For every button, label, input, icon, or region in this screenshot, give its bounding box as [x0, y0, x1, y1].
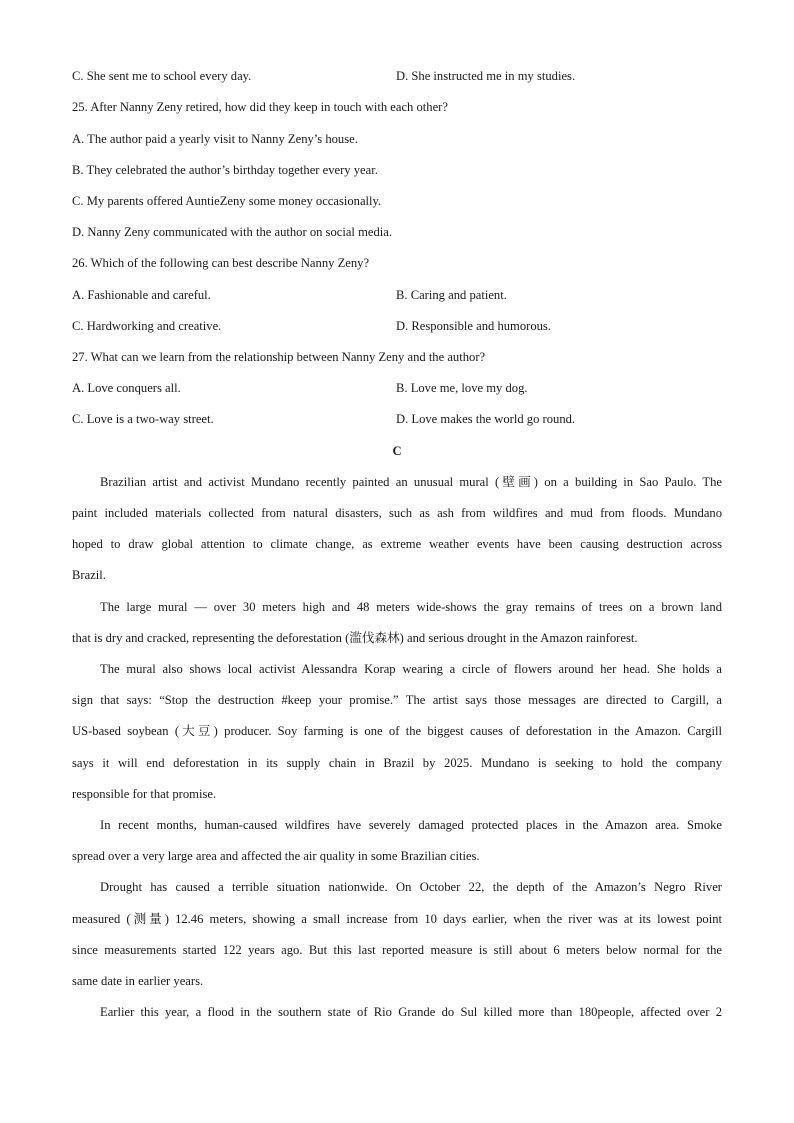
passage-line: since measurements started 122 years ago. But this last reported measure is still about 6 meters below normal for the	[72, 943, 722, 957]
passage-line: Earlier this year, a flood in the southern state of Rio Grande do Sul killed more than 180people, affected over 2	[100, 1005, 722, 1019]
q26-option-b: B. Caring and patient.	[396, 288, 507, 302]
passage-line: same date in earlier years.	[72, 974, 204, 988]
q25-option-c: C. My parents offered AuntieZeny some money occasionally.	[72, 194, 382, 208]
q24-option-c: C. She sent me to school every day.	[72, 69, 252, 83]
q27-option-b: B. Love me, love my dog.	[396, 381, 528, 395]
passage-line: Brazil.	[72, 568, 106, 582]
q24-option-d: D. She instructed me in my studies.	[396, 69, 576, 83]
q25-option-d: D. Nanny Zeny communicated with the author on social media.	[72, 225, 393, 239]
q27-option-d: D. Love makes the world go round.	[396, 412, 576, 426]
q26-option-d: D. Responsible and humorous.	[396, 319, 551, 333]
q25-option-a: A. The author paid a yearly visit to Nanny Zeny’s house.	[72, 132, 358, 146]
passage-line: The large mural — over 30 meters high and 48 meters wide-shows the gray remains of trees on a brown land	[100, 600, 722, 614]
section-heading: C	[392, 444, 402, 458]
q26-question: 26. Which of the following can best describe Nanny Zeny?	[72, 256, 370, 270]
q26-option-a: A. Fashionable and careful.	[72, 288, 211, 302]
passage-line: says it will end deforestation in its supply chain in Brazil by 2025. Mundano is seeking to hold the company	[72, 756, 722, 770]
q25-option-b: B. They celebrated the author’s birthday together every year.	[72, 163, 378, 177]
passage-line: Drought has caused a terrible situation nationwide. On October 22, the depth of the Amazon’s Negro River	[100, 880, 722, 894]
passage-line: spread over a very large area and affected the air quality in some Brazilian cities.	[72, 849, 480, 863]
q27-question: 27. What can we learn from the relationship between Nanny Zeny and the author?	[72, 350, 486, 364]
passage-line: hoped to draw global attention to climate change, as extreme weather events have been causing destruction across	[72, 537, 722, 551]
q27-option-c: C. Love is a two-way street.	[72, 412, 214, 426]
passage-line: In recent months, human-caused wildfires have severely damaged protected places in the Amazon area. Smoke	[100, 818, 722, 832]
passage-line: measured (测量) 12.46 meters, showing a small increase from 10 days earlier, when the river was at its lowest point	[72, 912, 722, 926]
q26-option-c: C. Hardworking and creative.	[72, 319, 222, 333]
passage-line: that is dry and cracked, representing the deforestation (滥伐森林) and serious drought in the Amazon rainforest.	[72, 631, 638, 645]
passage-line: sign that says: “Stop the destruction #keep your promise.” The artist says those messages are directed to Cargill, a	[72, 693, 722, 707]
q25-question: 25. After Nanny Zeny retired, how did they keep in touch with each other?	[72, 100, 448, 114]
passage-line: Brazilian artist and activist Mundano recently painted an unusual mural (壁画) on a building in Sao Paulo. The	[100, 475, 722, 489]
passage-line: paint included materials collected from natural disasters, such as ash from wildfires and mud from floods. Mundano	[72, 506, 722, 520]
passage-line: The mural also shows local activist Alessandra Korap wearing a circle of flowers around her head. She holds a	[100, 662, 722, 676]
passage-line: responsible for that promise.	[72, 787, 217, 801]
q27-option-a: A. Love conquers all.	[72, 381, 181, 395]
passage-line: US-based soybean (大豆) producer. Soy farming is one of the biggest causes of deforestation in the Amazon. Cargill	[72, 724, 722, 738]
